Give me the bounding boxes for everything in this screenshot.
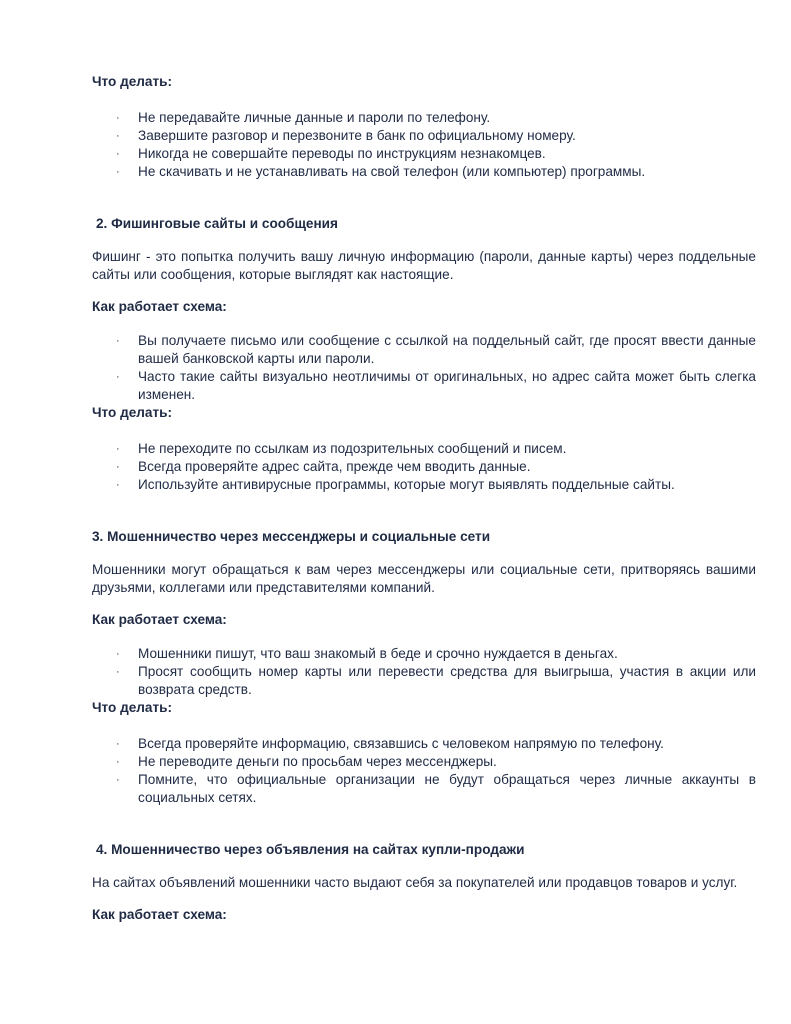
bullet: · [116,148,120,160]
section-3-intro: Мошенники могут обращаться к вам через мессенджеры или социальные сети, притворяясь вашими друзьями, коллегами или представителями компаний. [92,562,756,595]
bullet: · [116,112,120,124]
list-item [92,476,756,494]
s4-how-heading: Как работает схема: [92,907,227,922]
bullet: · [116,166,120,178]
list-item [92,663,756,699]
list-item-text: Используйте антивирусные программы, которые могут выявлять поддельные сайты. [138,477,675,492]
bullet: · [116,371,120,383]
bullet: · [116,756,120,768]
list-item [92,368,756,404]
s2-how-list [92,332,756,404]
list-item [92,735,756,753]
list-item-text: Мошенники пишут, что ваш знакомый в беде и срочно нуждается в деньгах. [138,646,618,661]
list-item-text: Не переходите по ссылкам из подозрительных сообщений и писем. [138,441,567,456]
list-item [92,645,756,663]
bullet: · [116,443,120,455]
list-item-text: Просят сообщить номер карты или перевести средства для выигрыша, участия в акции или возврата средств. [138,664,756,697]
list-item [92,109,756,127]
s3-todo-heading: Что делать: [92,700,173,715]
s1-todo-list [92,109,756,181]
s2-todo-list [92,440,756,494]
list-item [92,332,756,368]
section-4-intro: На сайтах объявлений мошенники часто выдают себя за покупателей или продавцов товаров и услуг. [92,875,738,890]
s1-todo-heading: Что делать: [92,74,173,89]
list-item-text: Никогда не совершайте переводы по инструкциям незнакомцев. [138,146,546,161]
list-item-text: Не передавайте личные данные и пароли по телефону. [138,110,491,125]
list-item-text: Всегда проверяйте адрес сайта, прежде чем вводить данные. [138,459,531,474]
list-item [92,145,756,163]
list-item [92,127,756,145]
list-item-text: Вы получаете письмо или сообщение с ссылкой на поддельный сайт, где просят ввести данные вашей банковской карты или пароли. [138,333,756,366]
list-item [92,440,756,458]
list-item-text: Помните, что официальные организации не будут обращаться через личные аккаунты в социальных сетях. [138,772,756,805]
bullet: · [116,335,120,347]
s3-how-list [92,645,756,699]
list-item [92,458,756,476]
s2-todo-heading: Что делать: [92,405,173,420]
section-3-title: 3. Мошенничество через мессенджеры и социальные сети [92,529,491,544]
bullet: · [116,774,120,786]
list-item-text: Не скачивать и не устанавливать на свой телефон (или компьютер) программы. [138,164,646,179]
list-item [92,163,756,181]
bullet: · [116,130,120,142]
list-item [92,771,756,807]
list-item-text: Часто такие сайты визуально неотличимы от оригинальных, но адрес сайта может быть слегка изменен. [138,369,756,402]
bullet: · [116,461,120,473]
bullet: · [116,666,120,678]
list-item-text: Не переводите деньги по просьбам через мессенджеры. [138,754,497,769]
list-item-text: Всегда проверяйте информацию, связавшись с человеком напрямую по телефону. [138,736,664,751]
list-item [92,753,756,771]
s3-how-heading: Как работает схема: [92,612,227,627]
list-item-text: Завершите разговор и перезвоните в банк по официальному номеру. [138,128,576,143]
bullet: · [116,479,120,491]
bullet: · [116,738,120,750]
section-2-title: 2. Фишинговые сайты и сообщения [96,216,338,231]
document-page [92,73,756,924]
section-2-intro: Фишинг - это попытка получить вашу личную информацию (пароли, данные карты) через поддельные сайты или сообщения, которые выглядят как настоящие. [92,249,756,282]
s2-how-heading: Как работает схема: [92,299,227,314]
s3-todo-list [92,735,756,807]
section-4-title: 4. Мошенничество через объявления на сайтах купли-продажи [96,842,525,857]
bullet: · [116,648,120,660]
